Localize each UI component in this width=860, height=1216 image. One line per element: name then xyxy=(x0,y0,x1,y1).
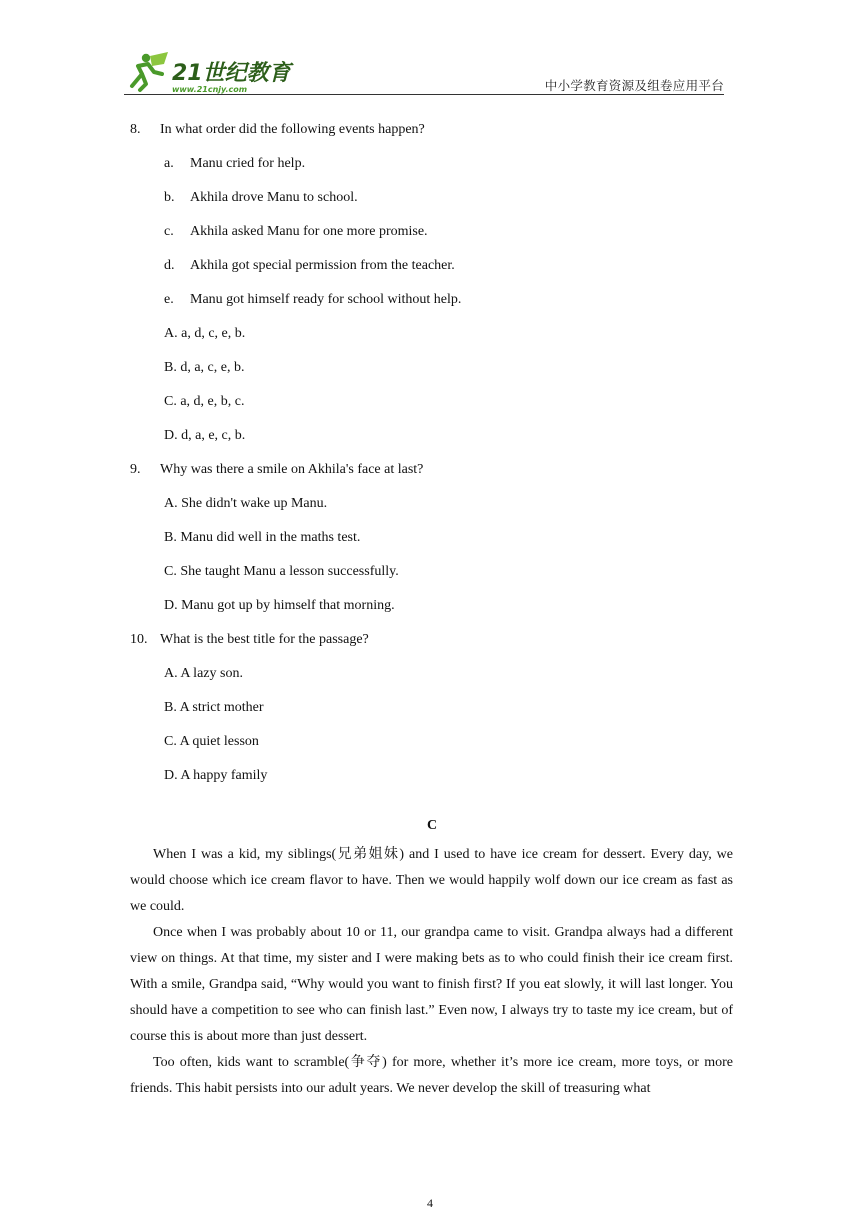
logo-graphic xyxy=(124,50,294,96)
answer-option[interactable]: B. d, a, c, e, b. xyxy=(164,360,245,375)
questions-section xyxy=(130,120,734,800)
passage-paragraph: Too often, kids want to scramble(争夺) for more, whether it’s more ice cream, more toys, or more friends. This habit persists into our adult years. We never develop the skill of treasuring what xyxy=(130,1055,733,1096)
event-letter: e. xyxy=(164,292,174,307)
logo-text: 21世纪教育 xyxy=(172,61,291,86)
event-text: Akhila got special permission from the teacher. xyxy=(190,258,455,273)
question-number: 10. xyxy=(130,632,148,647)
event-item xyxy=(130,222,734,256)
logo-url: www.21cnjy.com xyxy=(172,85,248,94)
event-letter: b. xyxy=(164,190,175,205)
question-number: 8. xyxy=(130,122,141,137)
header-platform-text: 中小学教育资源及组卷应用平台 xyxy=(544,78,724,93)
page-header xyxy=(124,44,724,96)
question-9 xyxy=(130,460,734,494)
question-text: Why was there a smile on Akhila's face at last? xyxy=(160,462,424,477)
answer-option[interactable]: C. She taught Manu a lesson successfully. xyxy=(164,564,399,579)
answer-option[interactable]: B. A strict mother xyxy=(164,700,264,715)
event-item xyxy=(130,154,734,188)
event-text: Manu got himself ready for school without help. xyxy=(190,292,462,307)
question-text: In what order did the following events happen? xyxy=(160,122,425,137)
event-item xyxy=(130,256,734,290)
answer-option[interactable]: A. a, d, c, e, b. xyxy=(164,326,246,341)
event-text: Manu cried for help. xyxy=(190,156,306,171)
event-letter: a. xyxy=(164,156,174,171)
brand-logo xyxy=(124,50,294,96)
reading-passage xyxy=(130,842,733,1102)
answer-option[interactable]: D. Manu got up by himself that morning. xyxy=(164,598,395,613)
event-item xyxy=(130,290,734,324)
event-letter: c. xyxy=(164,224,174,239)
answer-option[interactable]: D. A happy family xyxy=(164,768,268,783)
answer-option[interactable]: D. d, a, e, c, b. xyxy=(164,428,246,443)
answer-option[interactable]: A. A lazy son. xyxy=(164,666,243,681)
answer-option[interactable]: B. Manu did well in the maths test. xyxy=(164,530,361,545)
question-number: 9. xyxy=(130,462,141,477)
answer-option[interactable]: A. She didn't wake up Manu. xyxy=(164,496,328,511)
passage-paragraph: Once when I was probably about 10 or 11, our grandpa came to visit. Grandpa always had a different view on things. At that time, my sister and I were making bets as to who could finish their ice cream first. With a smile, Grandpa said, “Why would you want to finish first? If you eat slowly, it will last longer. You should have a competition to see who can finish last.” Even now, I always try to taste my ice cream, but of course this is about more than just dessert. xyxy=(130,925,733,1044)
answer-option[interactable]: C. A quiet lesson xyxy=(164,734,259,749)
section-heading: C xyxy=(426,818,438,833)
event-text: Akhila drove Manu to school. xyxy=(190,190,358,205)
question-text: What is the best title for the passage? xyxy=(160,632,369,647)
event-item xyxy=(130,188,734,222)
question-10 xyxy=(130,630,734,664)
event-letter: d. xyxy=(164,258,175,273)
answer-option[interactable]: C. a, d, e, b, c. xyxy=(164,394,245,409)
event-text: Akhila asked Manu for one more promise. xyxy=(190,224,428,239)
header-divider xyxy=(124,94,724,95)
question-8 xyxy=(130,120,734,154)
page-number: 4 xyxy=(427,1196,433,1210)
passage-paragraph: When I was a kid, my siblings(兄弟姐妹) and I used to have ice cream for dessert. Every day, we would choose which ice cream flavor to have. Then we would happily wolf down our ice cream as fast as we could. xyxy=(130,847,733,914)
